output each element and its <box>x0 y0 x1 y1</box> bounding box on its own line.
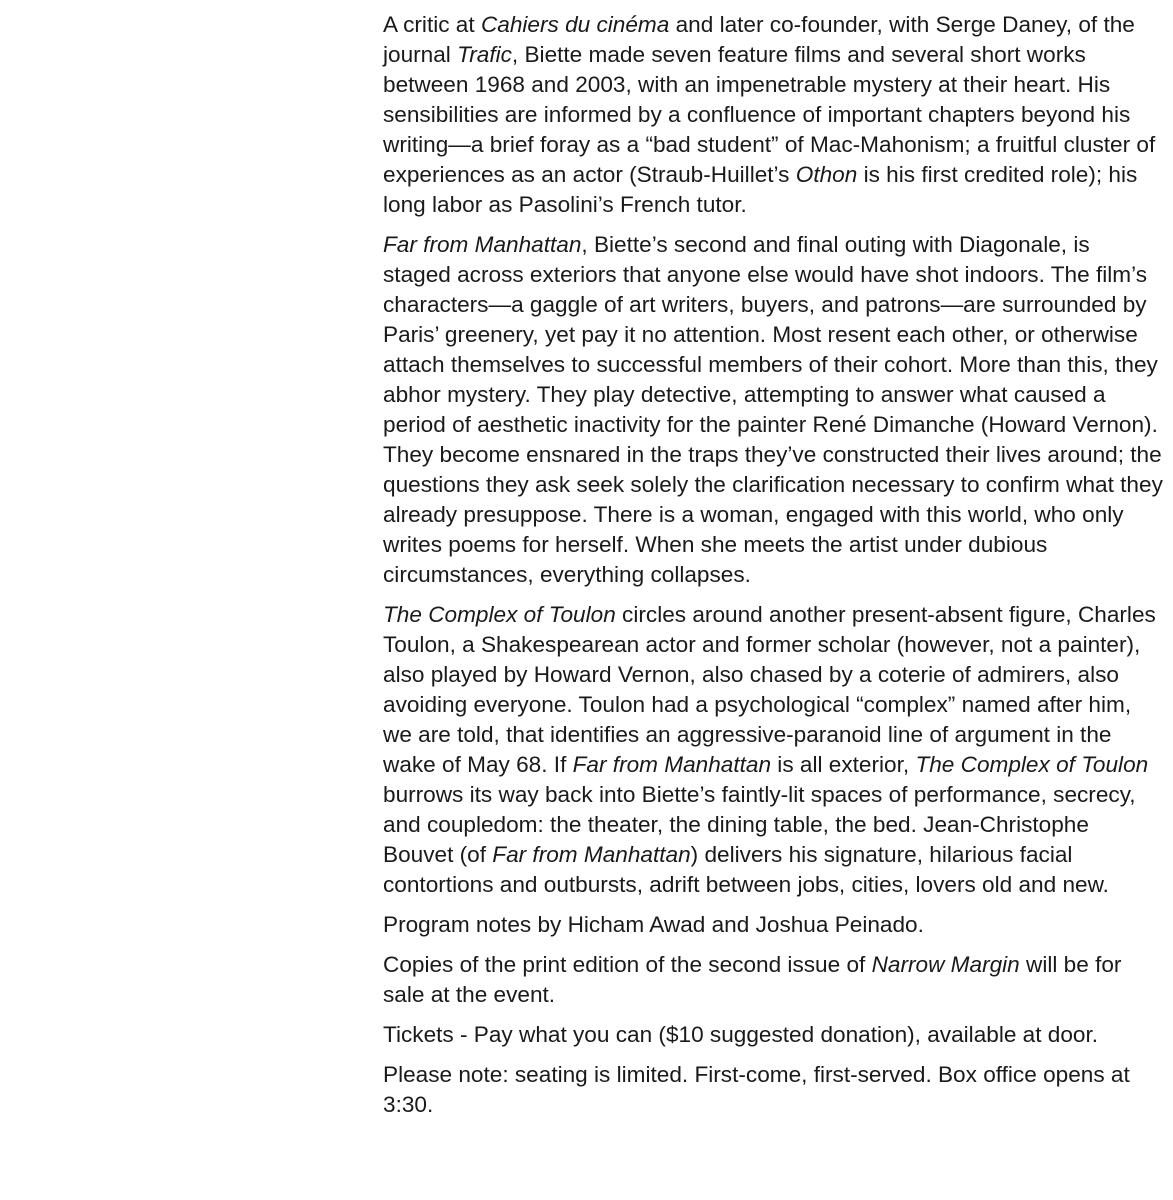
paragraph-seating <box>383 1060 1163 1120</box>
paragraph-intro <box>383 10 1163 220</box>
paragraph-program-notes <box>383 910 1163 940</box>
text-run: is his first credited role); his long labor as Pasolini’s French tutor. <box>383 162 1138 217</box>
journal-title-trafic: Trafic <box>457 42 512 67</box>
publication-title-narrow-margin: Narrow Margin <box>871 952 1020 977</box>
paragraph-complex-of-toulon <box>383 600 1163 900</box>
text-run: Program notes by Hicham Awad and Joshua Peinado. <box>383 912 924 937</box>
text-run: Tickets - Pay what you can ($10 suggested donation), available at door. <box>383 1022 1099 1047</box>
text-run: Please note: seating is limited. First-come, first-served. Box office opens at 3:30. <box>383 1062 1130 1117</box>
article-body <box>383 10 1163 1130</box>
text-run: will be for sale at the event. <box>383 952 1122 1007</box>
paragraph-tickets <box>383 1020 1163 1050</box>
text-run: circles around another present-absent figure, Charles Toulon, a Shakespearean actor and former scholar (however, not a painter), also played by Howard Vernon, also chased by a coterie of admirers, also avoiding everyone. Toulon had a psychological “complex” named after him, we are told, that identifies an aggressive-paranoid line of argument in the wake of May 68. If <box>383 602 1156 777</box>
text-run: is all exterior, <box>771 752 916 777</box>
journal-title-cahiers: Cahiers du cinéma <box>480 12 670 37</box>
text-run: and later co-founder, with Serge Daney, of the journal <box>383 12 1135 67</box>
text-run: , Biette’s second and final outing with Diagonale, is staged across exteriors that anyone else would have shot indoors. The film’s characters—a gaggle of art writers, buyers, and patrons—are surrounded by Paris’ greenery, yet pay it no attention. Most resent each other, or otherwise attach themselves to successful members of their cohort. More than this, they abhor mystery. They play detective, attempting to answer what caused a period of aesthetic inactivity for the painter René Dimanche (Howard Vernon). They become ensnared in the traps they’ve constructed their lives around; the questions they ask seek solely the clarification necessary to confirm what they already presuppose. There is a woman, engaged with this world, who only writes poems for herself. When she meets the artist under dubious circumstances, everything collapses. <box>383 232 1163 587</box>
paragraph-print-edition <box>383 950 1163 1010</box>
film-title-othon: Othon <box>795 162 858 187</box>
paragraph-far-from-manhattan <box>383 230 1163 590</box>
text-run: , Biette made seven feature films and several short works between 1968 and 2003, with an impenetrable mystery at their heart. His sensibilities are informed by a confluence of important chapters beyond his writing—a brief foray as a “bad student” of Mac-Mahonism; a fruitful cluster of experiences as an actor (Straub-Huillet’s <box>383 42 1156 187</box>
text-run: A critic at <box>383 12 481 37</box>
film-title-complex-of-toulon: The Complex of Toulon <box>915 752 1149 777</box>
film-title-complex-of-toulon: The Complex of Toulon <box>383 602 616 627</box>
film-title-far-from-manhattan: Far from Manhattan <box>383 232 582 257</box>
text-run: burrows its way back into Biette’s faintly-lit spaces of performance, secrecy, and coupledom: the theater, the dining table, the bed. Jean-Christophe Bouvet (of <box>383 782 1136 867</box>
film-title-far-from-manhattan: Far from Manhattan <box>572 752 772 777</box>
text-run: Copies of the print edition of the second issue of <box>383 952 872 977</box>
text-run: ) delivers his signature, hilarious facial contortions and outbursts, adrift between jobs, cities, lovers old and new. <box>383 842 1109 897</box>
film-title-far-from-manhattan: Far from Manhattan <box>492 842 691 867</box>
